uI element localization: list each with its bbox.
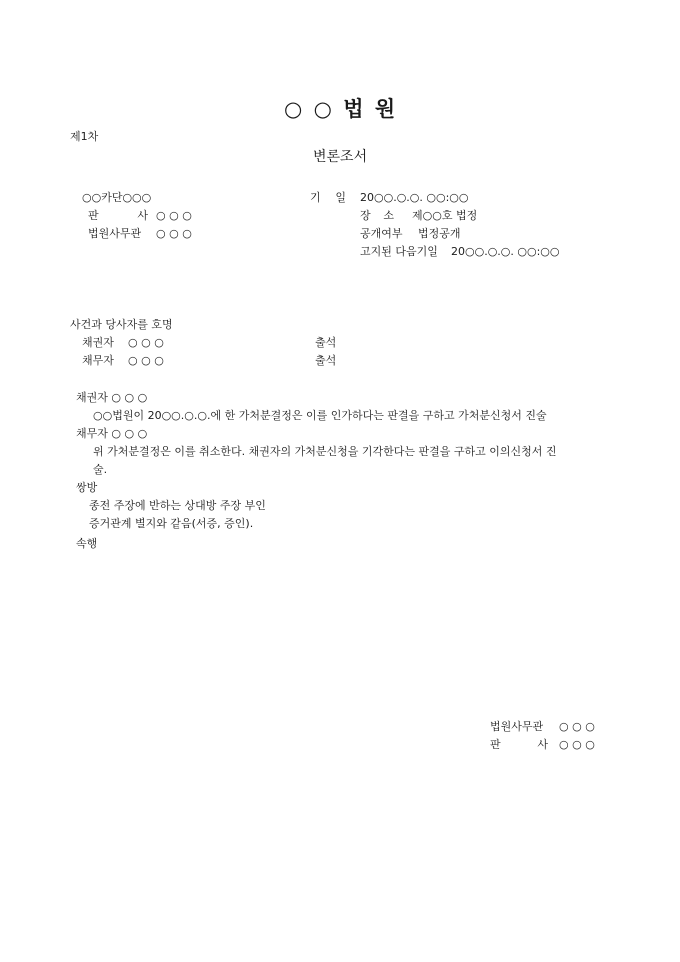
debtor-statement-line-1: 위 가처분결정은 이를 취소한다. 채권자의 가처분신청을 기각한다는 판결을 구하고 이의신청서 진 — [93, 445, 557, 458]
session-number: 제1차 — [70, 130, 99, 143]
debtor-statement-line-2: 술. — [93, 463, 108, 476]
judge-label-char-2: 사 — [137, 209, 148, 222]
debtor-header: 채무자 ○ ○ ○ — [76, 427, 148, 440]
judge-label-char-1: 판 — [88, 209, 99, 222]
place-label-char-2: 소 — [383, 209, 394, 222]
creditor-label: 채권자 — [82, 336, 114, 349]
public-value: 법정공개 — [418, 227, 461, 240]
judge-label — [88, 209, 148, 223]
both-parties-line-2: 증거관계 별지와 같음(서증, 증인). — [89, 517, 254, 530]
clerk-name: ○ ○ ○ — [156, 227, 192, 240]
both-parties-line-1: 종전 주장에 반하는 상대방 주장 부인 — [89, 499, 266, 512]
signature-judge-name: ○ ○ ○ — [559, 738, 595, 751]
date-value: 20○○.○.○. ○○:○○ — [360, 191, 469, 204]
both-parties-label: 쌍방 — [76, 481, 98, 494]
document-title: 변론조서 — [313, 149, 368, 165]
date-label-char-2: 일 — [335, 191, 346, 204]
date-label — [310, 191, 346, 205]
public-label: 공개여부 — [360, 227, 403, 240]
place-value: 제○○호 법정 — [412, 209, 478, 222]
debtor-label: 채무자 — [82, 354, 114, 367]
signature-judge-char-1: 판 — [490, 738, 501, 751]
debtor-name: ○ ○ ○ — [128, 354, 164, 367]
date-label-char-1: 기 — [310, 191, 321, 204]
next-date-label: 고지된 다음기일 — [360, 245, 438, 258]
next-date-value: 20○○.○.○. ○○:○○ — [451, 245, 560, 258]
case-number: ○○카단○○○ — [82, 191, 152, 204]
signature-clerk-name: ○ ○ ○ — [559, 720, 595, 733]
place-label — [360, 209, 394, 223]
place-label-char-1: 장 — [360, 209, 371, 222]
creditor-name: ○ ○ ○ — [128, 336, 164, 349]
debtor-status: 출석 — [315, 354, 337, 367]
signature-clerk-label: 법원사무관 — [490, 720, 544, 733]
clerk-label: 법원사무관 — [88, 227, 142, 240]
signature-judge-char-2: 사 — [537, 738, 548, 751]
signature-judge-label — [490, 738, 548, 752]
parties-heading: 사건과 당사자를 호명 — [70, 318, 173, 331]
judge-name: ○ ○ ○ — [156, 209, 192, 222]
court-title: ○ ○ 법 원 — [284, 97, 398, 121]
creditor-status: 출석 — [315, 336, 337, 349]
creditor-statement: ○○법원이 20○○.○.○.에 한 가처분결정은 이를 인가하다는 판결을 구하고 가처분신청서 진술 — [93, 409, 547, 422]
creditor-header: 채권자 ○ ○ ○ — [76, 391, 148, 404]
continue-label: 속행 — [76, 537, 98, 550]
